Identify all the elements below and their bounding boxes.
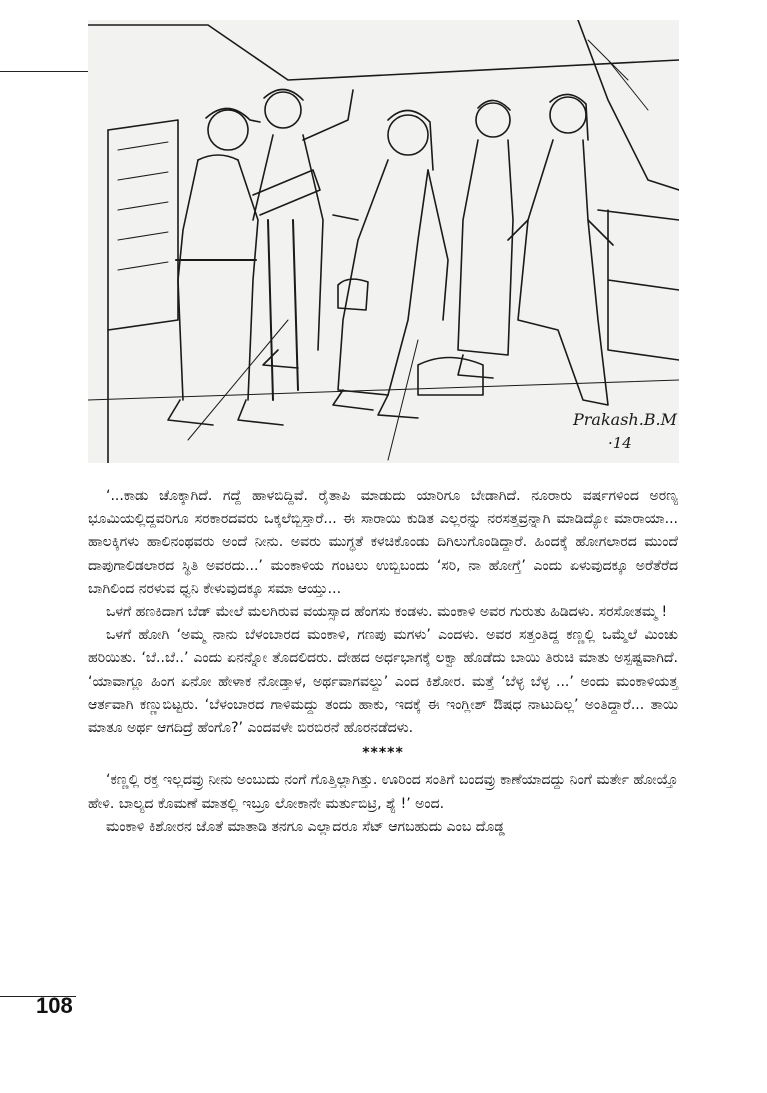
top-margin-rule: [0, 71, 88, 72]
paragraph: ಒಳಗೆ ಹೋಗಿ ‘ಅಮ್ಮ ನಾನು ಬೆಳಂಬಾರದ ಮಂಕಾಳಿ, ಗಣಪು ಮಗಳು’ ಎಂದಳು. ಅವರ ಸತ್ತಂತಿದ್ದ ಕಣ್ಣಲ್ಲಿ ಒಮ್ಮೆಲೆ ಮಿಂಚು ಹರಿಯಿತು. ‘ಬೆ..ಬೆ..’ ಎಂದು ಏನನ್ನೋ ತೊದಲಿದರು. ದೇಹದ ಅರ್ಧಭಾಗಕ್ಕೆ ಲಕ್ವಾ ಹೊಡೆದು ಬಾಯಿ ತಿರುಚಿ ಮಾತು ಅಸ್ಪಷ್ಟವಾಗಿದೆ. ‘ಯಾವಾಗ್ಲೂ ಹಿಂಗ ಏನೋ ಹೇಳಾಕ ನೋಡ್ತಾಳ, ಅರ್ಥವಾಗವಲ್ದು’ ಎಂದ ಕಿಶೋರ. ಮತ್ತೆ ‘ಬೆಳ್ಳ ಬೆಳ್ಳ ...’ ಅಂದು ಮಂಕಾಳಿಯತ್ತ ಆರ್ತವಾಗಿ ಕಣ್ಣುಬಿಟ್ಟರು. ‘ಬೆಳಂಬಾರದ ಗಾಳಿಮದ್ದು ತಂದು ಹಾಕು, ಇದಕ್ಕೆ ಈ ಇಂಗ್ಲೀಶ್ ಔಷಧ ನಾಟುದಿಲ್ಲ’ ಅಂತಿದ್ದಾರೆ... ತಾಯಿ ಮಾತೂ ಅರ್ಥ ಆಗದಿದ್ರೆ ಹೆಂಗೊ?’ ಎಂದವಳೇ ಬಿರಬಿರನೆ ಹೊರನಡೆದಳು.: [88, 627, 678, 737]
paragraph: ಒಳಗೆ ಹಣಕಿದಾಗ ಬೆಡ್ ಮೇಲೆ ಮಲಗಿರುವ ವಯಸ್ಸಾದ ಹೆಂಗಸು ಕಂಡಳು. ಮಂಕಾಳಿ ಅವರ ಗುರುತು ಹಿಡಿದಳು. ಸರಸೋತಮ್ಮ !: [106, 604, 668, 621]
page-number: 108: [36, 993, 73, 1018]
story-illustration: [88, 20, 679, 463]
artist-year: ·14: [608, 434, 632, 452]
paragraph: ಮಂಕಾಳಿ ಕಿಶೋರನ ಜೊತೆ ಮಾತಾಡಿ ತನಗೂ ಎಲ್ಲಾದರೂ ಸೆಟ್ ಆಗಬಹುದು ಎಂಬ ದೊಡ್ಡ: [106, 818, 505, 835]
artist-signature: Prakash.B.M: [573, 410, 678, 429]
section-separator: *****: [362, 745, 404, 762]
paragraph: ‘ಕಣ್ಣಲ್ಲಿ ರಕ್ತ ಇಲ್ಲದವ್ರು ನೀನು ಅಂಬುದು ನಂಗೆ ಗೊತ್ತಿಲ್ಲಾಗಿತ್ತು. ಊರಿಂದ ಸಂತಿಗೆ ಬಂದವ್ರು ಕಾಣೆಯಾದದ್ದು ನಿಂಗೆ ಮರ್ತೇ ಹೋಯ್ತೊ ಹೇಳಿ. ಬಾಲ್ಯದ ಕೊಮಣೆ ಮಾತಲ್ಲಿ ಇಬ್ರೂ ಲೋಕಾನೇ ಮರ್ತುಬಿಟ್ರಿ, ಶ್ಯೆ !’ ಅಂದ.: [88, 772, 678, 812]
story-text: [88, 485, 678, 839]
paragraph: ‘...ಕಾಡು ಚೊಕ್ಕಾಗಿದೆ. ಗದ್ದೆ ಹಾಳಬಿದ್ದಿವೆ. ರೈತಾಪಿ ಮಾಡುದು ಯಾರಿಗೂ ಬೇಡಾಗಿದೆ. ನೂರಾರು ವರ್ಷಗಳಿಂದ ಅರಣ್ಯ ಭೂಮಿಯಲ್ಲಿದ್ದವರಿಗೂ ಸರಕಾರದವರು ಒಕ್ಕಲೆಬ್ಬಿಸ್ತಾರೆ... ಈ ಸಾರಾಯಿ ಕುಡಿತ ಎಲ್ಲರನ್ನು ನರಸತ್ತವ್ರನ್ನಾಗಿ ಮಾಡಿದ್ಯೋ ಮಾರಾಯಾ... ಹಾಲಕ್ಕಿಗಳು ಹಾಲಿನಂಥವರು ಅಂದೆ ನೀನು. ಅವರು ಮುಗ್ಧತೆ ಕಳಚಿಕೊಂಡು ದಿಗಿಲುಗೊಂಡಿದ್ದಾರೆ. ಹಿಂದಕ್ಕೆ ಹೋಗಲಾರದ ಮುಂದೆ ದಾಪುಗಾಲಿಡಲಾರದ ಸ್ಥಿತಿ ಅವರದು...’ ಮಂಕಾಳಿಯ ಗಂಟಲು ಉಬ್ಬಿಬಂದು ‘ಸರಿ, ನಾ ಹೋಗ್ತೆ’ ಎಂದು ಏಳುವುದಕ್ಕೂ ಅರೆತೆರೆದ ಬಾಗಿಲಿಂದ ನರಳುವ ಧ್ವನಿ ಕೇಳುವುದಕ್ಕೂ ಸಮಾ ಆಯ್ತು...: [88, 488, 678, 597]
